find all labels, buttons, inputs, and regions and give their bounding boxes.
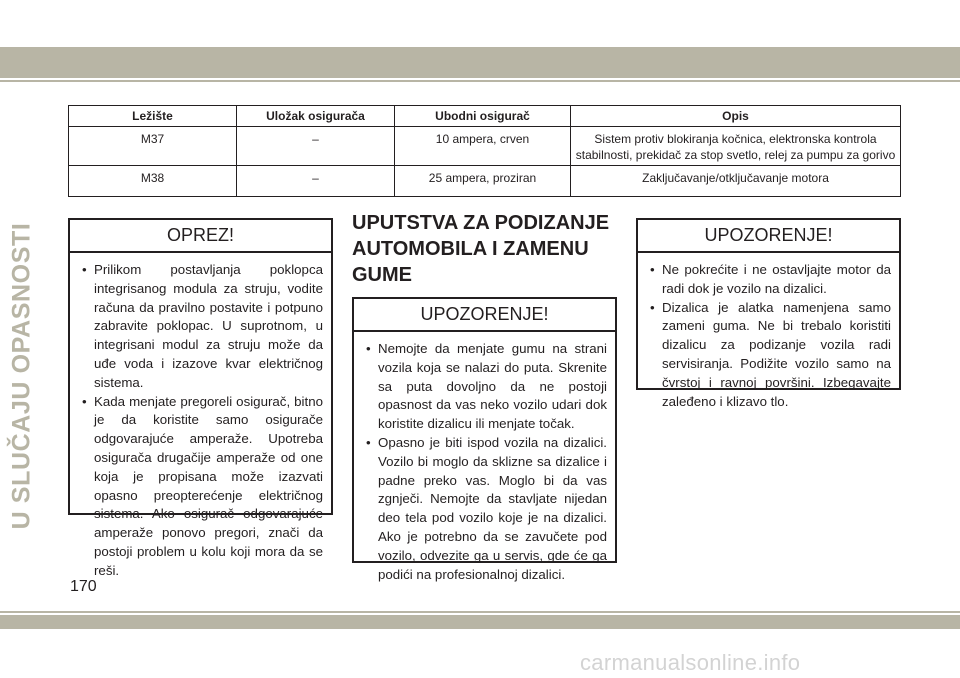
list-item: • Kada menjate pregoreli osigurač, bitno je da koristite samo osigurače odgovarajuće amperaže. Upotreba osigurača drugačije amperaže od one koja je propisana može izazvati opasno preopterećenje električnog sistema. Ako osigurač odgovarajuće amperaže ponovo pregori, znači da postoji problem u kolu koji mora da se reši.: [78, 393, 323, 581]
page-number: 170: [70, 578, 97, 595]
warning-title: UPOZORENJE!: [354, 299, 615, 332]
top-band: [0, 47, 960, 78]
section-title: UPUTSTVA ZA PODIZANJE AUTOMOBILA I ZAMENU GUME: [352, 212, 610, 286]
header-lezite: Ležište: [69, 106, 237, 127]
warning-list: [638, 253, 899, 419]
header-ubodni: Ubodni osigurač: [395, 106, 571, 127]
fuse-table: [68, 105, 901, 197]
list-item: • Ne pokrećite i ne ostavljajte motor da radi dok je vozilo na dizalici.: [646, 261, 891, 299]
table-header-row: [69, 106, 901, 127]
cell-description: Sistem protiv blokiranja kočnica, elektronska kontrola stabilnosti, prekidač za stop svetlo, relej za pumpu za gorivo: [571, 127, 901, 166]
cell-cavity: M38: [69, 166, 237, 197]
caution-box: [68, 218, 333, 578]
cell-cartridge: –: [237, 127, 395, 166]
table-row: [69, 166, 901, 197]
bottom-rule: [0, 611, 960, 613]
cell-description: Zaključavanje/otključavanje motora: [571, 166, 901, 197]
header-opis: Opis: [571, 106, 901, 127]
warning-box-middle: [352, 297, 617, 582]
cell-mini-fuse: 25 ampera, proziran: [395, 166, 571, 197]
caution-title: OPREZ!: [70, 220, 331, 253]
cell-mini-fuse: 10 ampera, crven: [395, 127, 571, 166]
header-ulozak: Uložak osigurača: [237, 106, 395, 127]
cell-cartridge: –: [237, 166, 395, 197]
table-row: [69, 127, 901, 166]
list-item: • Nemojte da menjate gumu na strani vozila koja se nalazi do puta. Skrenite sa puta dovoljno da ne postoji opasnost da vas neko vozilo udari dok koristite dizalicu ili menjate točak.: [362, 340, 607, 434]
bottom-band: [0, 615, 960, 629]
watermark: carmanualsonline.info: [580, 650, 801, 675]
list-item: • Opasno je biti ispod vozila na dizalici. Vozilo bi moglo da sklizne sa dizalice i padne preko vas. Moglo bi da vas zgnječi. Nemojte da stavljate nijedan deo tela pod vozilo koje je na dizalici. Ako je potrebno da se zavučete pod vozilo, odvezite ga u servis, gde će ga podići na profesionalnoj dizalici.: [362, 434, 607, 584]
top-rule: [0, 80, 960, 82]
warning-box-right: [636, 218, 901, 409]
list-item: • Prilikom postavljanja poklopca integrisanog modula za struju, vodite računa da pravilno postavite i potpuno zabravite poklopac. U suprotnom, u integrisani modul za struju može da uđe voda i izazove kvar električnog sistema.: [78, 261, 323, 393]
caution-list: [70, 253, 331, 589]
warning-list: [354, 332, 615, 592]
list-item: • Dizalica je alatka namenjena samo zameni guma. Ne bi trebalo koristiti dizalicu za podizanje vozila radi servisiranja. Podižite vozilo samo na čvrstoj i ravnoj površini. Izbegavajte zaleđeno i klizavo tlo.: [646, 299, 891, 412]
side-title-text: U SLUČAJU OPASNOSTI: [7, 222, 36, 530]
cell-cavity: M37: [69, 127, 237, 166]
warning-title: UPOZORENJE!: [638, 220, 899, 253]
